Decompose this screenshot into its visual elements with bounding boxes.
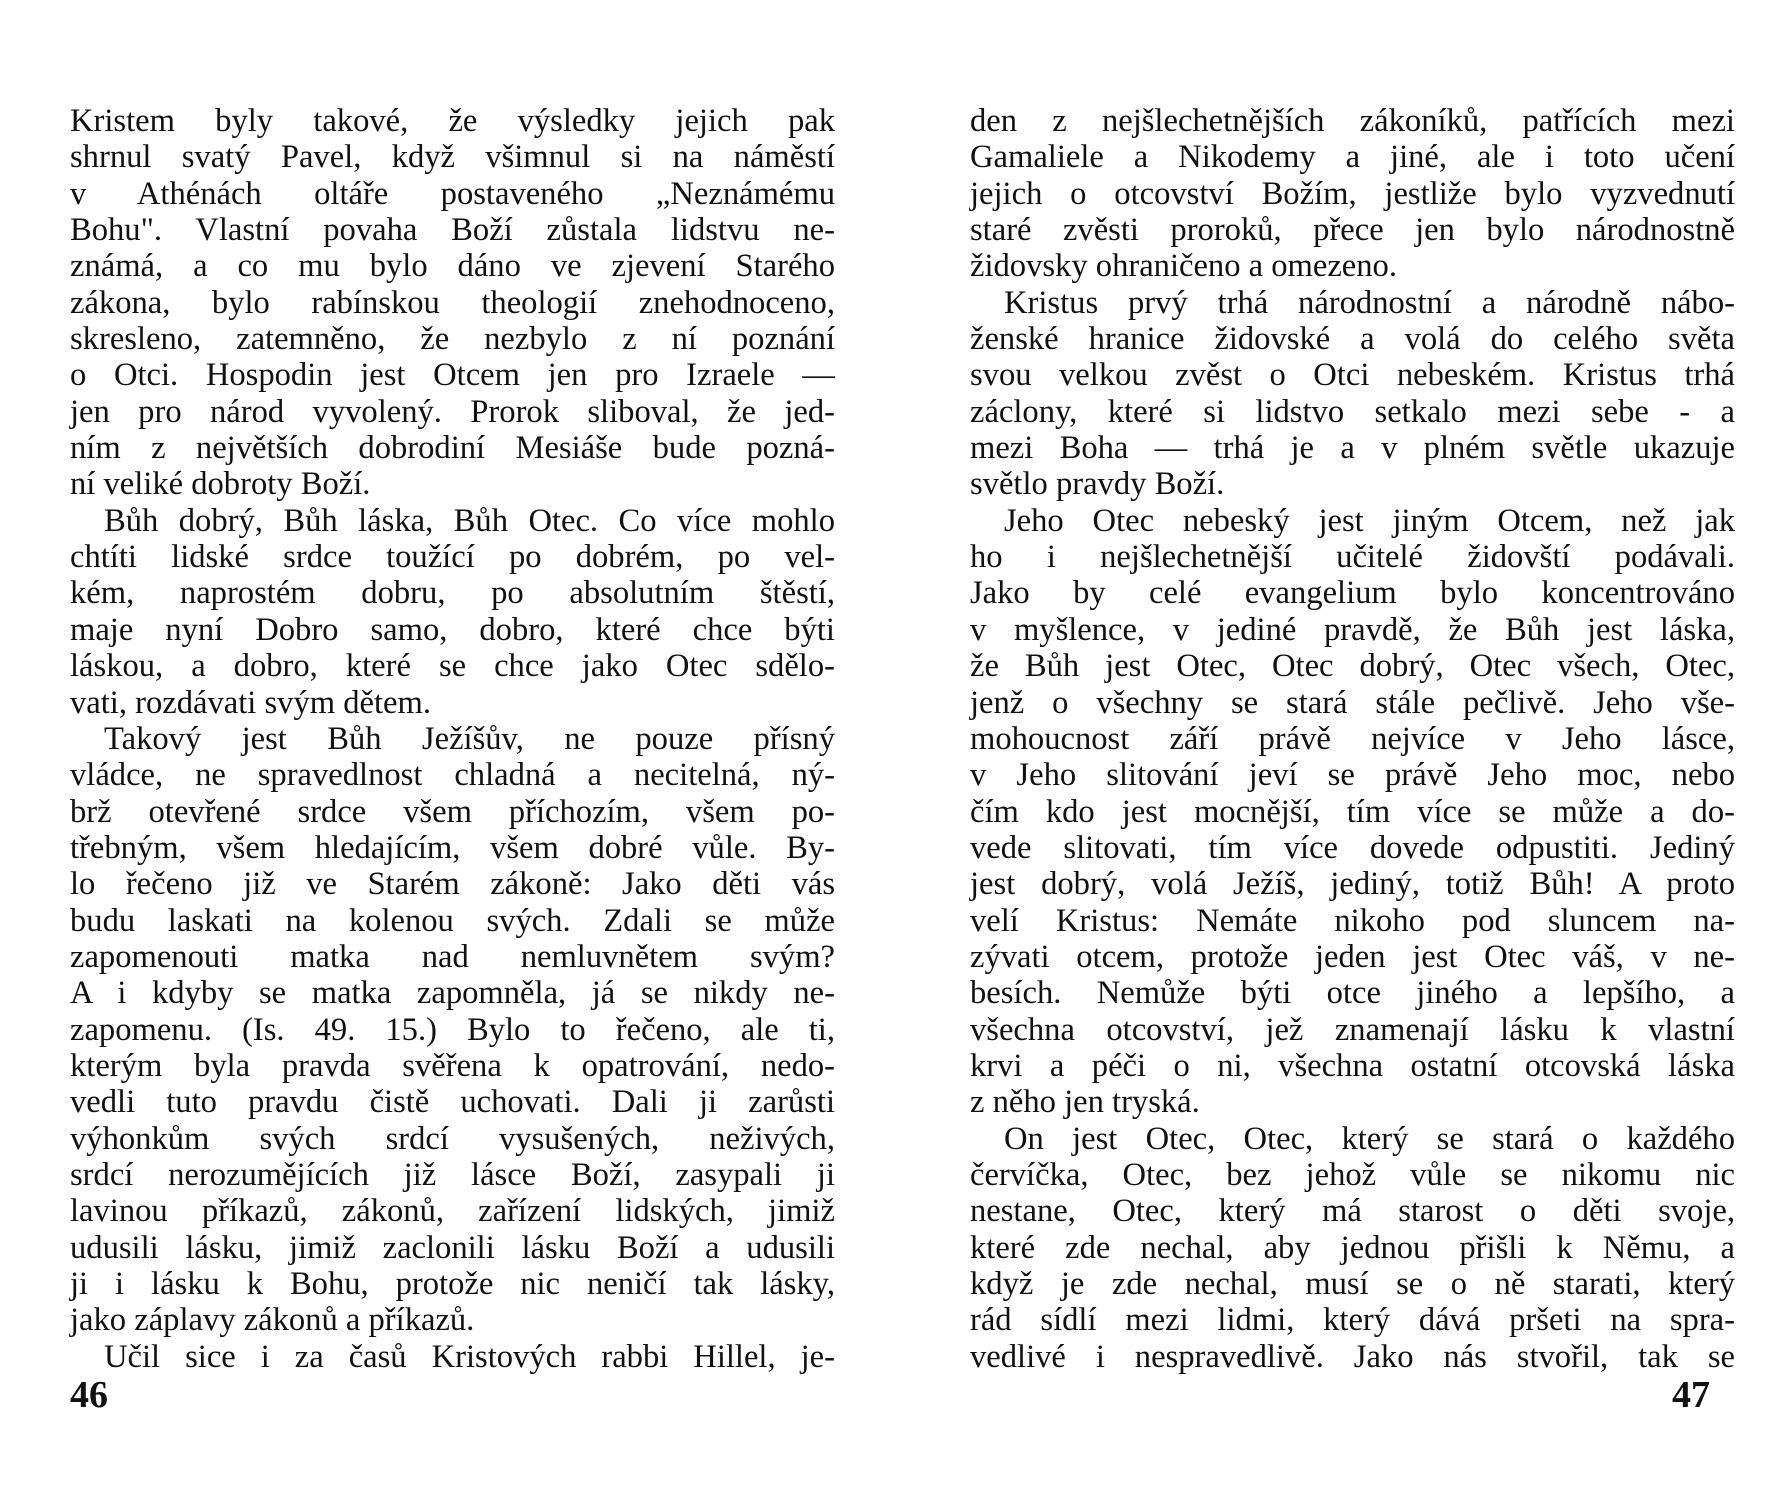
text-line: Gamaliele a Nikodemy a jiné, ale i toto učení [970,139,1735,176]
text-line: vedlivé i nespravedlivě. Jako nás stvořil, tak se [970,1338,1735,1375]
text-line: ní veliké dobroty Boží. [70,466,371,503]
text-line: ženské hranice židovské a volá do celého světa [970,321,1735,358]
text-line: záclony, které si lidstvo setkalo mezi sebe - a [970,393,1735,430]
text-line: v myšlence, v jediné pravdě, že Bůh jest láska, [970,611,1735,648]
text-line: jen pro národ vyvolený. Prorok sliboval, že jed- [70,393,835,430]
text-line: Jeho Otec nebeský jest jiným Otcem, než jak [1004,502,1735,539]
text-line: zývati otcem, protože jeden jest Otec váš, v ne- [970,938,1735,975]
text-line: A i kdyby se matka zapomněla, já se nikdy ne- [70,975,835,1012]
text-line: krvi a péči o ni, všechna ostatní otcovská láska [970,1047,1735,1084]
text-line: jejich o otcovství Božím, jestliže bylo vyzvednutí [970,175,1735,212]
text-line: vedli tuto pravdu čistě uchovati. Dali ji zarůsti [70,1084,835,1121]
text-line: lo řečeno již ve Starém zákoně: Jako děti vás [70,866,835,903]
text-line: v Jeho slitování jeví se právě Jeho moc, nebo [970,757,1735,794]
text-line: vede slitovati, tím více dovede odpustiti. Jediný [970,829,1735,866]
right-page-column [970,103,1735,1375]
text-line: kterým byla pravda svěřena k opatrování, nedo- [70,1047,835,1084]
text-line: zákona, bylo rabínskou theologií znehodnoceno, [70,284,835,321]
text-line: besích. Nemůže býti otce jiného a lepšího, a [970,975,1735,1012]
text-line: červíčka, Otec, bez jehož vůle se nikomu nic [970,1156,1735,1193]
text-line: budu laskati na kolenou svých. Zdali se může [70,902,835,939]
text-line: ním z největších dobrodiní Mesiáše bude pozná- [70,430,835,467]
text-line: svou velkou zvěst o Otci nebeském. Kristus trhá [970,357,1735,394]
text-line: Učil sice i za časů Kristových rabbi Hillel, je- [104,1338,835,1375]
text-line: Bohu". Vlastní povaha Boží zůstala lidstvu ne- [70,212,835,249]
text-line: třebným, všem hledajícím, všem dobré vůle. By- [70,829,835,866]
text-line: když je zde nechal, musí se o ně starati, který [970,1266,1735,1302]
text-line: o Otci. Hospodin jest Otcem jen pro Izraele — [70,357,835,394]
text-line: židovsky ohraničeno a omezeno. [970,248,1397,285]
text-line: Bůh dobrý, Bůh láska, Bůh Otec. Co více mohlo [104,502,835,539]
text-line: Kristem byly takové, že výsledky jejich pak [70,103,835,139]
text-line: kém, naprostém dobru, po absolutním štěstí, [70,575,835,612]
text-line: brž otevřené srdce všem příchozím, všem po- [70,793,835,830]
text-line: chtíti lidské srdce toužící po dobrém, po vel- [70,539,835,576]
text-line: skresleno, zatemněno, že nezbylo z ní poznání [70,321,835,358]
text-line: rád sídlí mezi lidmi, který dává pršeti na spra- [970,1302,1735,1339]
text-line: výhonkům svých srdcí vysušených, neživých, [70,1120,835,1157]
text-line: z něho jen tryská. [970,1084,1200,1121]
text-line: jest dobrý, volá Ježíš, jediný, totiž Bůh! A proto [970,866,1735,903]
left-page-column [70,103,835,1375]
text-line: láskou, a dobro, které se chce jako Otec sdělo- [70,648,835,685]
text-line: všechna otcovství, jež znamenají lásku k vlastní [970,1011,1735,1048]
text-line: Kristus prvý trhá národnostní a národně nábo- [1004,284,1735,321]
text-line: zapomenouti matka nad nemluvnětem svým? [70,938,835,975]
text-line: udusili lásku, jimiž zaclonili lásku Boží a udusili [70,1229,835,1266]
text-line: vati, rozdávati svým dětem. [70,684,431,721]
text-line: lavinou příkazů, zákonů, zařízení lidských, jimiž [70,1193,835,1230]
text-line: Jako by celé evangelium bylo koncentrováno [970,575,1735,612]
text-line: jako záplavy zákonů a příkazů. [70,1302,475,1339]
text-line: které zde nechal, aby jednou přišli k Němu, a [970,1229,1735,1266]
text-line: nestane, Otec, který má starost o děti svoje, [970,1193,1735,1230]
text-line: vládce, ne spravedlnost chladná a necitelná, ný- [70,757,835,794]
left-page-number: 46 [70,1374,108,1416]
left-page-text [70,103,835,1375]
text-line: den z nejšlechetnějších zákoníků, patřících mezi [970,103,1735,139]
text-line: zapomenu. (Is. 49. 15.) Bylo to řečeno, ale ti, [70,1011,835,1048]
text-line: mohoucnost září právě nejvíce v Jeho lásce, [970,720,1735,757]
text-line: čím kdo jest mocnější, tím více se může a do- [970,793,1735,830]
text-line: staré zvěsti proroků, přece jen bylo národnostně [970,212,1735,249]
text-line: mezi Boha — trhá je a v plném světle ukazuje [970,430,1735,467]
text-line: v Athénách oltáře postaveného „Neznámému [70,175,835,212]
text-line: známá, a co mu bylo dáno ve zjevení Starého [70,248,835,285]
text-line: On jest Otec, Otec, který se stará o každého [1004,1120,1735,1157]
text-line: jenž o všechny se stará stále pečlivě. Jeho vše- [970,684,1735,721]
text-line: Takový jest Bůh Ježíšův, ne pouze přísný [104,720,835,757]
text-line: maje nyní Dobro samo, dobro, které chce býti [70,611,835,648]
text-line: shrnul svatý Pavel, když všimnul si na náměstí [70,139,835,176]
text-line: ji i lásku k Bohu, protože nic neničí tak lásky, [70,1266,835,1302]
text-line: velí Kristus: Nemáte nikoho pod sluncem na- [970,902,1735,939]
text-line: že Bůh jest Otec, Otec dobrý, Otec všech, Otec, [970,648,1735,685]
text-line: srdcí nerozumějících již lásce Boží, zasypali ji [70,1156,835,1193]
right-page-number: 47 [1672,1374,1710,1416]
right-page-text [970,103,1735,1375]
text-line: světlo pravdy Boží. [970,466,1225,503]
text-line: ho i nejšlechetnější učitelé židovští podávali. [970,539,1735,576]
